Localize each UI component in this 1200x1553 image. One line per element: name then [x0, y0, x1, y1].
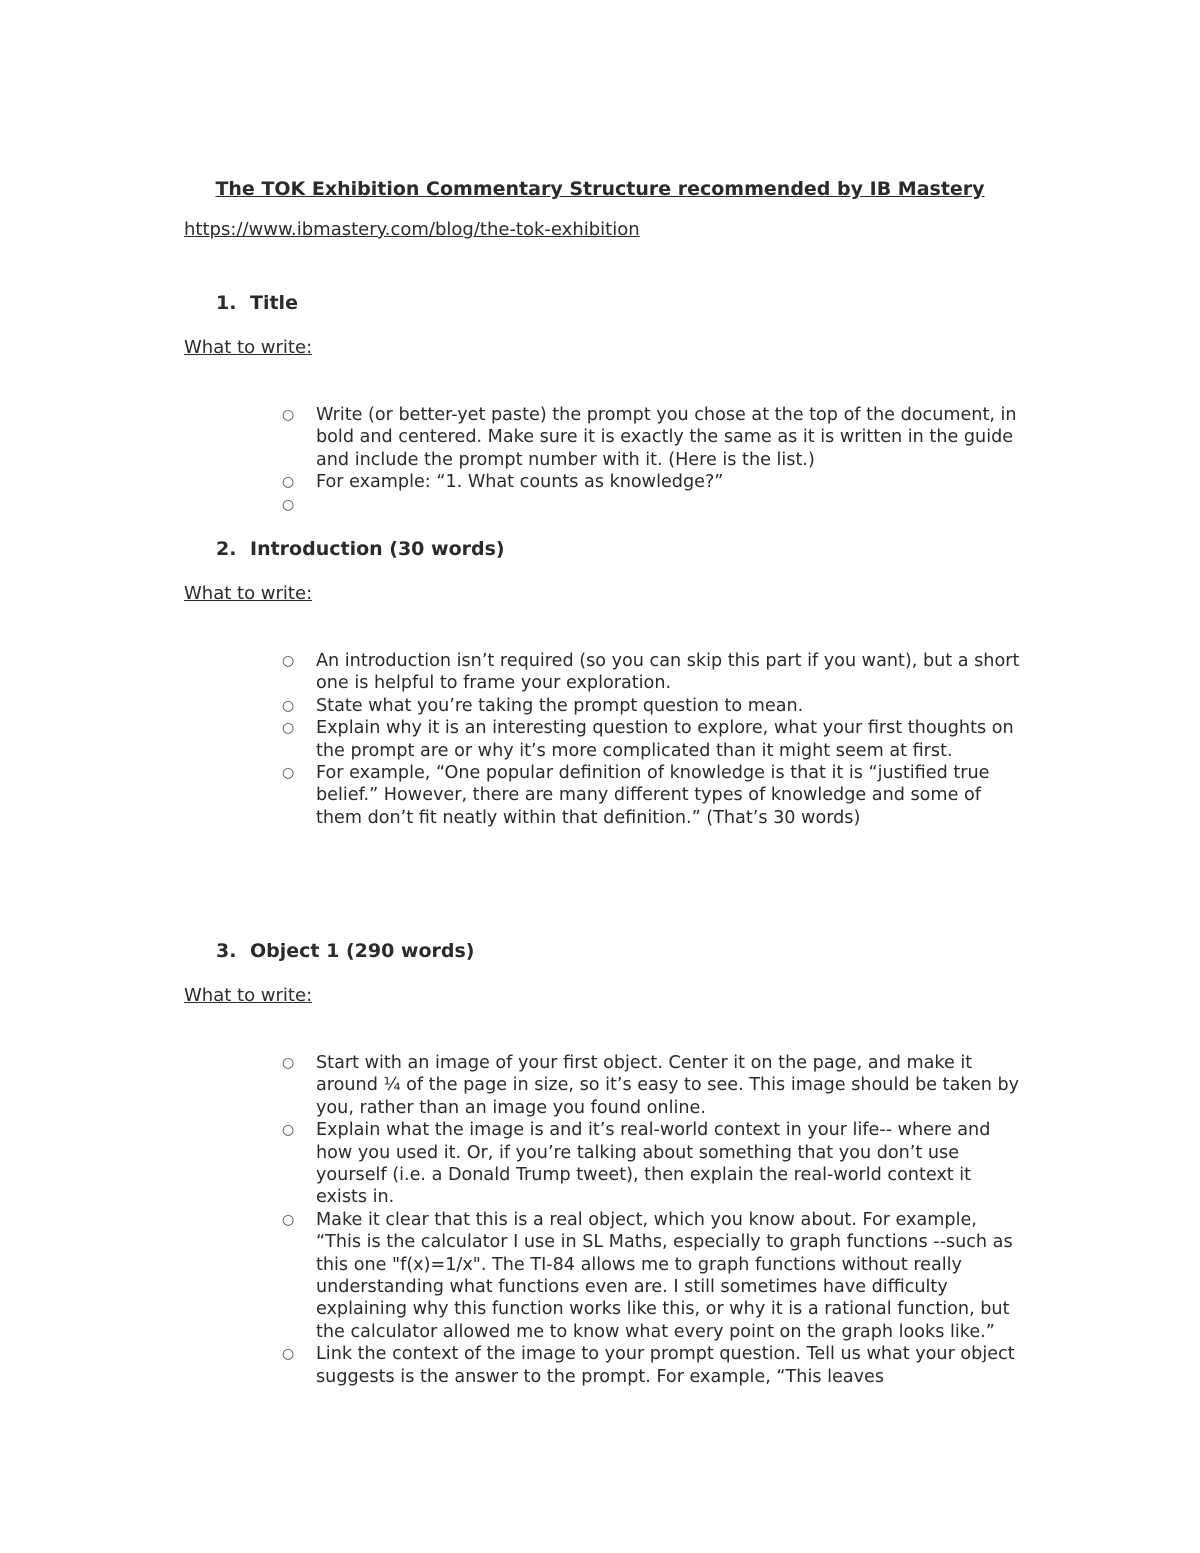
section-heading-text: Introduction (30 words): [250, 538, 505, 560]
section-number: 1.: [216, 292, 237, 314]
list-item: ○ For example: “1. What counts as knowledge?”: [282, 472, 724, 493]
list-item: ○ State what you’re taking the prompt question to mean.: [282, 695, 804, 716]
circle-bullet-icon: ○: [282, 765, 295, 782]
list-item: ○ An introduction isn’t required (so you can skip this part if you want), but a short one is helpful to frame your exploration.: [282, 651, 1020, 694]
circle-bullet-icon: ○: [282, 1122, 295, 1139]
circle-bullet-icon: ○: [282, 653, 295, 669]
section-heading-text: Title: [250, 292, 298, 314]
section-number: 2.: [216, 538, 237, 560]
circle-bullet-icon: ○: [282, 1055, 295, 1071]
section-heading-object-1: [216, 938, 474, 964]
circle-bullet-icon: ○: [282, 697, 295, 714]
bullet-list: [282, 404, 1022, 513]
circle-bullet-icon: ○: [282, 1211, 295, 1228]
circle-bullet-icon: ○: [282, 720, 295, 737]
list-item: ○ Write (or better-yet paste) the prompt you chose at the top of the document, in bold and centered. Make sure it is exactly the same as it is written in the guide and include the prompt number with it. (Here is the list.): [282, 405, 1017, 470]
circle-bullet-icon: ○: [282, 474, 295, 491]
circle-bullet-icon: ○: [282, 496, 295, 513]
source-link[interactable]: https://www.ibmastery.com/blog/the-tok-exhibition: [184, 219, 640, 240]
what-to-write-label: What to write:: [184, 337, 313, 358]
what-to-write-label: What to write:: [184, 985, 313, 1006]
list-item: ○ Start with an image of your first object. Center it on the page, and make it around ¼ of the page in size, so it’s easy to see. This image should be taken by you, rather than an image you found online.: [282, 1053, 1020, 1118]
bullet-list: [282, 650, 1022, 829]
section-heading-title: [216, 290, 298, 316]
bullet-list: [282, 1052, 1022, 1388]
list-item: ○ Explain what the image is and it’s real-world context in your life-- where and how you used it. Or, if you’re talking about something that you don’t use yourself (i.e. a Donald Trump tweet), then explain the real-world context it exists in.: [282, 1120, 991, 1208]
list-item: ○ Make it clear that this is a real object, which you know about. For example, “This is the calculator I use in SL Maths, especially to graph functions --such as this one "f(x)=1/x". The TI-84 allows me to graph functions without really understanding what functions even are. I still sometimes have difficulty explaining why this function works like this, or why it is a rational function, but the calculator allowed me to know what every point on the graph looks like.”: [282, 1209, 1013, 1342]
document-title: The TOK Exhibition Commentary Structure recommended by IB Mastery: [215, 178, 985, 200]
section-number: 3.: [216, 940, 237, 962]
circle-bullet-icon: ○: [282, 407, 295, 423]
list-item: ○ For example, “One popular definition of knowledge is that it is “justified true belief.” However, there are many different types of knowledge and some of them don’t fit neatly within that definition.” (That’s 30 words): [282, 763, 990, 828]
list-item: ○ Explain why it is an interesting question to explore, what your first thoughts on the prompt are or why it’s more complicated than it might seem at first.: [282, 718, 1014, 761]
circle-bullet-icon: ○: [282, 1346, 295, 1363]
what-to-write-label: What to write:: [184, 583, 313, 604]
section-heading-introduction: [216, 536, 505, 562]
section-heading-text: Object 1 (290 words): [250, 940, 475, 962]
list-item: ○ Link the context of the image to your prompt question. Tell us what your object suggests is the answer to the prompt. For example, “This leaves: [282, 1344, 1015, 1387]
